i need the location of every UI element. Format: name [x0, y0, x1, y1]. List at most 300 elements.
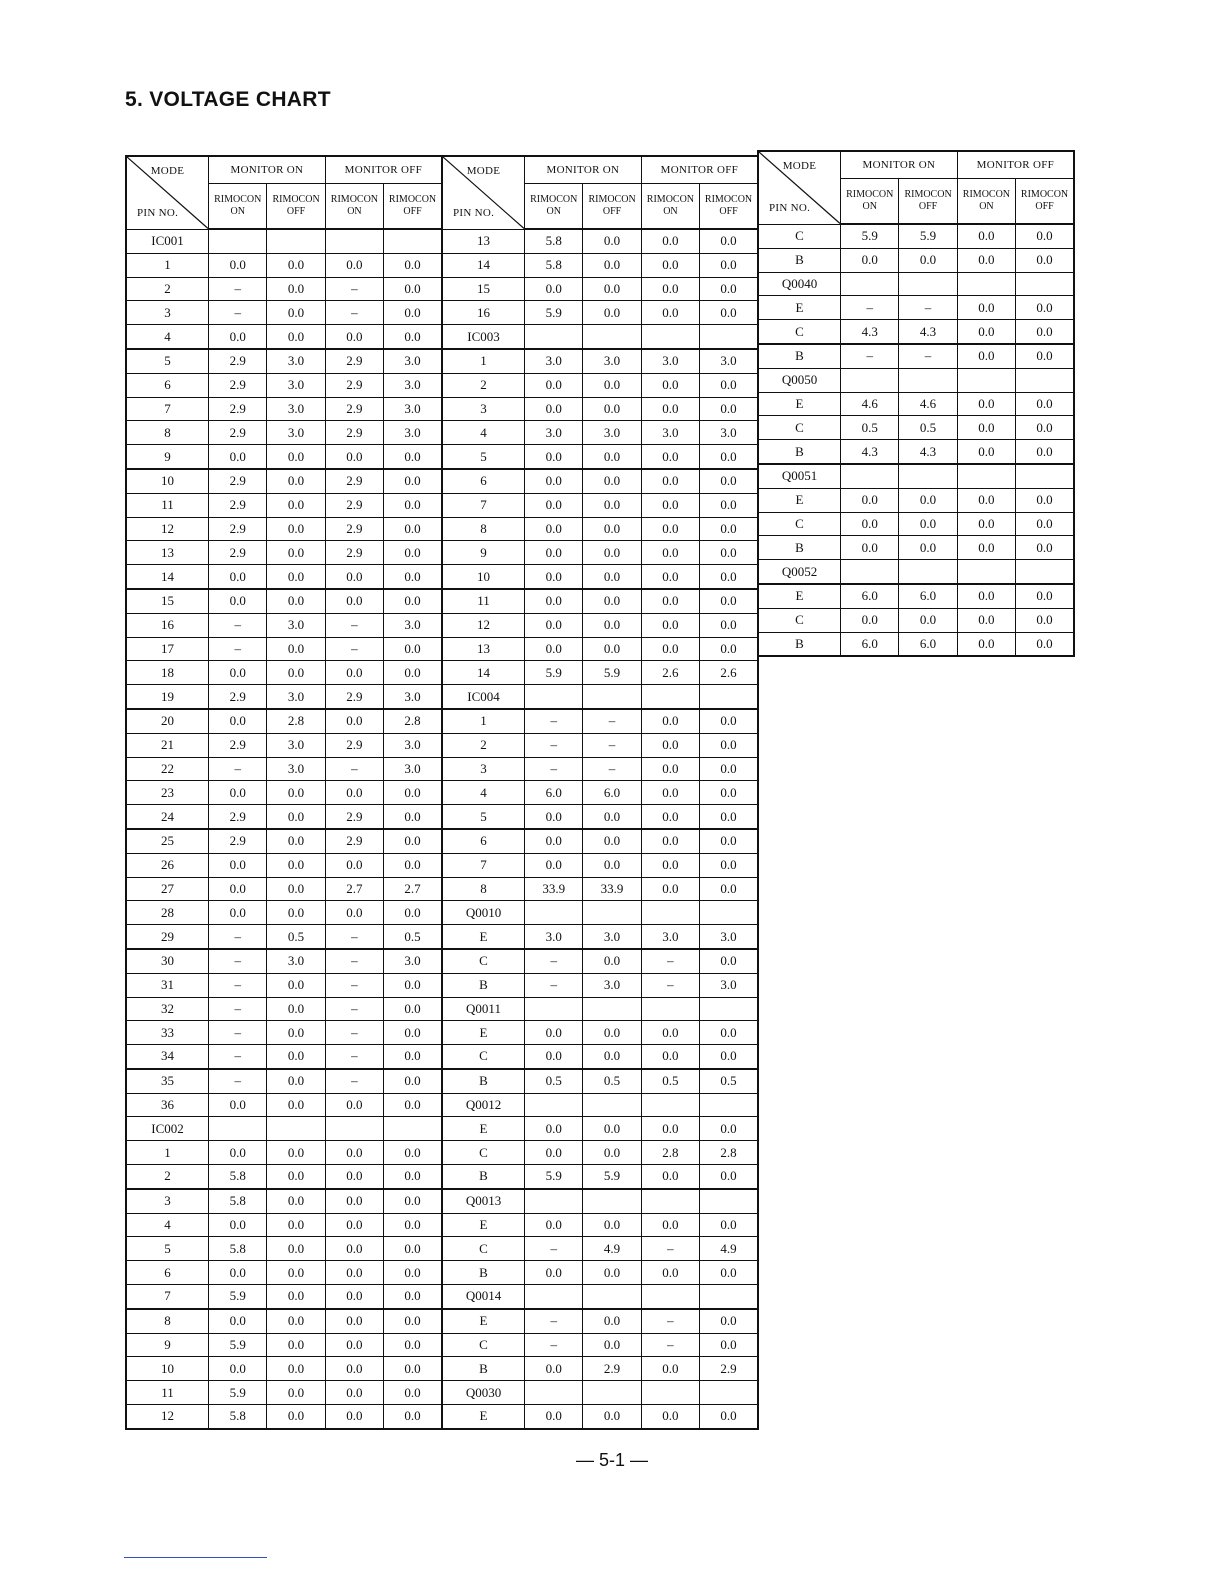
pin-cell: 6	[126, 1261, 209, 1285]
voltage-cell: 0.0	[384, 445, 442, 469]
voltage-cell: 2.9	[325, 469, 383, 493]
voltage-cell: 2.9	[209, 685, 267, 709]
table-row	[442, 517, 758, 541]
voltage-cell: 6.0	[841, 632, 899, 656]
voltage-cell: 3.0	[267, 949, 325, 973]
voltage-cell: 0.0	[384, 1069, 442, 1093]
table-row	[758, 296, 1074, 320]
table-row	[758, 512, 1074, 536]
pin-cell: 4	[126, 1213, 209, 1237]
voltage-cell	[209, 229, 267, 253]
rimocon-on-header	[957, 179, 1015, 225]
voltage-cell: –	[325, 997, 383, 1021]
rimocon-state-label: OFF	[602, 206, 622, 217]
pin-cell: 5	[126, 1237, 209, 1261]
voltage-cell: 0.0	[700, 229, 758, 253]
page-title: 5. VOLTAGE CHART	[125, 88, 331, 111]
voltage-cell: –	[209, 1045, 267, 1069]
pin-cell: IC003	[442, 325, 525, 349]
rimocon-label: RIMOCON	[962, 189, 1011, 200]
voltage-cell: 3.0	[267, 397, 325, 421]
pin-cell: E	[758, 296, 841, 320]
pin-cell: 11	[126, 1381, 209, 1405]
voltage-cell: –	[641, 973, 699, 997]
voltage-cell: 0.0	[957, 632, 1015, 656]
pin-cell: Q0050	[758, 368, 841, 392]
pin-cell: Q0011	[442, 997, 525, 1021]
rimocon-state-label: ON	[979, 201, 994, 212]
voltage-cell	[957, 560, 1015, 584]
voltage-cell: 5.8	[209, 1405, 267, 1429]
pin-cell: 4	[442, 421, 525, 445]
table-row	[758, 272, 1074, 296]
monitor-on-header: MONITOR ON	[525, 156, 642, 184]
table-row	[126, 733, 442, 757]
voltage-cell: 0.5	[841, 416, 899, 440]
voltage-cell: 0.0	[641, 445, 699, 469]
voltage-cell: –	[209, 949, 267, 973]
voltage-cell: 0.0	[641, 493, 699, 517]
voltage-cell: –	[641, 949, 699, 973]
table-row	[442, 709, 758, 733]
voltage-cell: 0.0	[384, 829, 442, 853]
voltage-cell: 3.0	[700, 349, 758, 373]
pin-cell: 17	[126, 637, 209, 661]
table-row	[442, 733, 758, 757]
voltage-cell: 0.0	[267, 1357, 325, 1381]
voltage-cell: 0.0	[957, 584, 1015, 608]
voltage-cell: 0.0	[700, 709, 758, 733]
voltage-cell: 0.0	[267, 781, 325, 805]
voltage-cell: 0.0	[583, 829, 641, 853]
voltage-cell: 4.3	[841, 440, 899, 464]
table-row	[442, 1381, 758, 1405]
table-row	[126, 1093, 442, 1117]
voltage-table-right	[757, 150, 1075, 657]
voltage-cell: –	[325, 301, 383, 325]
voltage-cell: 0.0	[641, 541, 699, 565]
voltage-cell	[525, 1093, 583, 1117]
voltage-cell: 6.0	[899, 584, 957, 608]
voltage-cell: 2.7	[384, 877, 442, 901]
voltage-cell: 0.0	[209, 1093, 267, 1117]
voltage-cell: 0.0	[899, 536, 957, 560]
table-row	[442, 1045, 758, 1069]
voltage-cell: 4.3	[841, 320, 899, 344]
table-row	[442, 1405, 758, 1429]
voltage-cell	[583, 1381, 641, 1405]
voltage-cell	[583, 1189, 641, 1213]
pin-cell: 3	[126, 1189, 209, 1213]
voltage-cell: 3.0	[384, 613, 442, 637]
voltage-cell: 0.0	[384, 277, 442, 301]
mode-pin-header-cell	[126, 156, 209, 229]
voltage-cell: 3.0	[267, 421, 325, 445]
voltage-cell: 3.0	[641, 421, 699, 445]
voltage-cell: 0.0	[583, 1261, 641, 1285]
pin-cell: 8	[126, 1309, 209, 1333]
pin-no-label: PIN NO.	[137, 206, 179, 219]
rimocon-off-header	[583, 184, 641, 230]
voltage-cell: 5.8	[209, 1165, 267, 1189]
voltage-cell	[641, 685, 699, 709]
table-row	[126, 301, 442, 325]
pin-cell: 13	[442, 229, 525, 253]
voltage-cell: 0.0	[267, 565, 325, 589]
rimocon-on-header	[525, 184, 583, 230]
voltage-cell: 0.0	[267, 589, 325, 613]
voltage-cell: 0.0	[583, 565, 641, 589]
voltage-cell: 2.9	[325, 373, 383, 397]
voltage-cell	[1016, 560, 1074, 584]
voltage-cell: 0.0	[583, 589, 641, 613]
voltage-cell: 3.0	[525, 349, 583, 373]
voltage-cell: 5.9	[583, 1165, 641, 1189]
table-row	[758, 440, 1074, 464]
voltage-cell: 0.0	[899, 488, 957, 512]
voltage-cell: 0.0	[525, 805, 583, 829]
voltage-cell: 0.0	[325, 445, 383, 469]
table-row	[442, 1357, 758, 1381]
voltage-cell: 2.9	[209, 733, 267, 757]
voltage-cell	[583, 997, 641, 1021]
voltage-cell: 0.0	[525, 565, 583, 589]
table-row	[442, 901, 758, 925]
table-row	[442, 757, 758, 781]
voltage-cell: 0.0	[325, 565, 383, 589]
pin-no-label: PIN NO.	[769, 201, 811, 214]
voltage-cell: –	[525, 733, 583, 757]
voltage-cell: 0.0	[325, 709, 383, 733]
table-row	[126, 541, 442, 565]
table-row	[126, 925, 442, 949]
voltage-cell: 3.0	[525, 925, 583, 949]
voltage-cell: 0.0	[700, 637, 758, 661]
voltage-cell	[700, 1285, 758, 1309]
voltage-cell: 0.0	[384, 805, 442, 829]
voltage-cell: 0.0	[899, 248, 957, 272]
voltage-cell	[641, 901, 699, 925]
pin-cell: 31	[126, 973, 209, 997]
pin-cell: C	[758, 608, 841, 632]
table-row	[442, 493, 758, 517]
table-row	[442, 1165, 758, 1189]
rimocon-off-header	[1016, 179, 1074, 225]
table-row	[126, 1189, 442, 1213]
pin-cell: 6	[442, 829, 525, 853]
voltage-cell: 0.0	[641, 229, 699, 253]
voltage-cell: 0.0	[700, 397, 758, 421]
pin-cell: IC002	[126, 1117, 209, 1141]
voltage-cell: 0.0	[700, 301, 758, 325]
table-row	[126, 997, 442, 1021]
voltage-cell: 0.0	[700, 829, 758, 853]
voltage-cell: 0.0	[641, 757, 699, 781]
voltage-cell: 0.0	[267, 1165, 325, 1189]
voltage-cell: 0.5	[899, 416, 957, 440]
rimocon-state-label: ON	[347, 206, 362, 217]
voltage-cell: 3.0	[267, 685, 325, 709]
voltage-cell: 0.0	[267, 541, 325, 565]
voltage-cell	[525, 901, 583, 925]
voltage-cell: 0.0	[325, 589, 383, 613]
voltage-cell	[700, 1189, 758, 1213]
voltage-cell: 0.0	[384, 301, 442, 325]
pin-cell: 9	[126, 1333, 209, 1357]
pin-cell: 1	[442, 349, 525, 373]
table-row	[758, 608, 1074, 632]
rimocon-label: RIMOCON	[846, 189, 894, 200]
pin-cell: E	[758, 392, 841, 416]
pin-cell: B	[758, 344, 841, 368]
voltage-cell	[525, 1189, 583, 1213]
table-row	[442, 229, 758, 253]
voltage-cell	[700, 685, 758, 709]
voltage-cell: 2.9	[209, 493, 267, 517]
voltage-cell: 0.0	[583, 1405, 641, 1429]
rimocon-label: RIMOCON	[530, 194, 578, 205]
voltage-cell: –	[525, 757, 583, 781]
voltage-cell	[957, 368, 1015, 392]
voltage-cell: –	[641, 1237, 699, 1261]
voltage-cell	[841, 272, 899, 296]
voltage-cell: 0.0	[583, 517, 641, 541]
voltage-cell: 0.0	[1016, 320, 1074, 344]
voltage-cell: 0.0	[384, 1021, 442, 1045]
voltage-cell: 0.0	[700, 1117, 758, 1141]
voltage-cell: 0.0	[209, 877, 267, 901]
voltage-cell: 0.0	[325, 1165, 383, 1189]
voltage-table-middle	[441, 155, 759, 1430]
voltage-cell: 0.0	[641, 1021, 699, 1045]
voltage-cell: 5.9	[841, 224, 899, 248]
pin-cell: C	[758, 224, 841, 248]
voltage-cell: 0.0	[267, 1261, 325, 1285]
pin-cell: 4	[442, 781, 525, 805]
mode-label: MODE	[150, 165, 185, 177]
voltage-cell	[384, 229, 442, 253]
voltage-cell: –	[899, 296, 957, 320]
voltage-cell: 0.0	[700, 1021, 758, 1045]
voltage-cell: 5.8	[209, 1237, 267, 1261]
mode-pin-header-cell	[758, 151, 841, 224]
pin-cell: 19	[126, 685, 209, 709]
voltage-cell: 0.0	[641, 277, 699, 301]
voltage-cell: 0.0	[583, 1213, 641, 1237]
voltage-cell: 0.0	[525, 637, 583, 661]
voltage-cell: 0.0	[384, 1333, 442, 1357]
voltage-cell: 4.3	[899, 320, 957, 344]
voltage-cell: 0.0	[641, 1165, 699, 1189]
table-row	[442, 1333, 758, 1357]
rimocon-label: RIMOCON	[272, 194, 320, 205]
voltage-cell: 0.0	[384, 1357, 442, 1381]
voltage-cell: –	[525, 1237, 583, 1261]
table-row	[126, 1333, 442, 1357]
voltage-cell: 0.0	[525, 1021, 583, 1045]
voltage-cell	[899, 464, 957, 488]
voltage-cell: 0.0	[267, 1381, 325, 1405]
voltage-cell: 2.9	[209, 517, 267, 541]
voltage-cell: 3.0	[267, 733, 325, 757]
pin-cell: Q0014	[442, 1285, 525, 1309]
table-row	[442, 349, 758, 373]
table-row	[126, 1165, 442, 1189]
voltage-cell: 0.0	[641, 301, 699, 325]
table-row	[126, 517, 442, 541]
voltage-cell: 0.0	[525, 277, 583, 301]
voltage-cell: 0.0	[325, 253, 383, 277]
voltage-cell	[700, 1093, 758, 1117]
voltage-cell: 0.0	[583, 469, 641, 493]
voltage-cell	[583, 901, 641, 925]
voltage-cell: 3.0	[267, 373, 325, 397]
pin-cell: 1	[126, 1141, 209, 1165]
voltage-cell: –	[641, 1333, 699, 1357]
pin-cell: B	[758, 536, 841, 560]
voltage-cell: 0.0	[700, 805, 758, 829]
rimocon-state-label: ON	[230, 206, 245, 217]
pin-cell: 7	[126, 1285, 209, 1309]
voltage-cell: 0.0	[583, 1333, 641, 1357]
voltage-cell: 2.9	[209, 829, 267, 853]
voltage-cell: –	[209, 973, 267, 997]
voltage-cell: 0.0	[209, 253, 267, 277]
voltage-cell: 0.0	[325, 661, 383, 685]
pin-cell: 34	[126, 1045, 209, 1069]
voltage-cell: 0.0	[641, 637, 699, 661]
voltage-cell: 0.5	[525, 1069, 583, 1093]
voltage-cell: 0.0	[700, 1045, 758, 1069]
pin-cell: E	[758, 584, 841, 608]
table-row	[442, 469, 758, 493]
pin-cell: 14	[442, 253, 525, 277]
pin-cell: 16	[442, 301, 525, 325]
voltage-cell: –	[209, 1069, 267, 1093]
voltage-cell: 0.0	[583, 1309, 641, 1333]
voltage-cell: 0.0	[325, 901, 383, 925]
voltage-cell	[957, 464, 1015, 488]
voltage-cell: 3.0	[641, 925, 699, 949]
voltage-cell: 0.0	[267, 469, 325, 493]
voltage-cell: 2.6	[641, 661, 699, 685]
voltage-cell: 0.0	[1016, 344, 1074, 368]
voltage-cell: 0.0	[325, 1213, 383, 1237]
table-row	[126, 901, 442, 925]
voltage-cell: 2.7	[325, 877, 383, 901]
voltage-cell: 0.0	[525, 1405, 583, 1429]
voltage-cell	[641, 997, 699, 1021]
pin-cell: 3	[442, 757, 525, 781]
voltage-cell: 0.0	[1016, 632, 1074, 656]
voltage-cell: 0.0	[384, 589, 442, 613]
voltage-cell: 0.0	[209, 445, 267, 469]
voltage-cell: 6.0	[841, 584, 899, 608]
pin-cell: 14	[442, 661, 525, 685]
voltage-cell: 0.0	[1016, 224, 1074, 248]
rimocon-label: RIMOCON	[646, 194, 695, 205]
voltage-cell: 0.0	[384, 517, 442, 541]
pin-cell: 3	[126, 301, 209, 325]
voltage-cell: 0.0	[209, 853, 267, 877]
table-row	[442, 325, 758, 349]
voltage-cell: 5.9	[525, 301, 583, 325]
voltage-cell	[641, 1189, 699, 1213]
table-row	[442, 1021, 758, 1045]
voltage-cell	[641, 1285, 699, 1309]
pin-cell: Q0051	[758, 464, 841, 488]
pin-cell: 15	[126, 589, 209, 613]
mode-label: MODE	[466, 165, 501, 177]
pin-cell: C	[758, 320, 841, 344]
voltage-cell: 3.0	[700, 925, 758, 949]
rimocon-state-label: ON	[862, 201, 877, 212]
rimocon-label: RIMOCON	[588, 194, 636, 205]
pin-cell: 35	[126, 1069, 209, 1093]
table-row	[758, 248, 1074, 272]
pin-cell: 8	[442, 877, 525, 901]
voltage-cell: 0.0	[700, 1405, 758, 1429]
pin-cell: 22	[126, 757, 209, 781]
table-row	[442, 1117, 758, 1141]
rimocon-off-header	[899, 179, 957, 225]
voltage-cell: –	[325, 613, 383, 637]
pin-cell: 2	[442, 373, 525, 397]
pin-cell: 5	[126, 349, 209, 373]
table-row	[126, 445, 442, 469]
voltage-cell: 0.0	[1016, 536, 1074, 560]
voltage-cell: 0.0	[384, 661, 442, 685]
voltage-cell: 0.0	[700, 517, 758, 541]
voltage-cell	[700, 901, 758, 925]
voltage-cell	[209, 1117, 267, 1141]
voltage-cell: 0.0	[267, 805, 325, 829]
pin-cell: 7	[442, 493, 525, 517]
table-row	[442, 445, 758, 469]
voltage-cell: 0.0	[384, 1285, 442, 1309]
table-row	[126, 277, 442, 301]
voltage-cell	[841, 464, 899, 488]
table-row	[126, 1117, 442, 1141]
voltage-cell: 0.0	[267, 325, 325, 349]
table-row	[442, 877, 758, 901]
voltage-cell: 0.0	[267, 1405, 325, 1429]
voltage-cell: 0.0	[700, 1309, 758, 1333]
voltage-cell: 0.0	[325, 781, 383, 805]
table-row	[126, 781, 442, 805]
voltage-cell: 0.0	[267, 1213, 325, 1237]
voltage-cell: 0.0	[957, 248, 1015, 272]
voltage-cell: 0.0	[583, 397, 641, 421]
table-row	[442, 373, 758, 397]
voltage-cell: 0.0	[209, 661, 267, 685]
voltage-cell: 0.0	[525, 1045, 583, 1069]
pin-cell: 23	[126, 781, 209, 805]
voltage-cell: 3.0	[267, 349, 325, 373]
voltage-cell: –	[209, 997, 267, 1021]
voltage-cell: 0.0	[841, 248, 899, 272]
voltage-cell: 0.0	[641, 1405, 699, 1429]
voltage-cell	[641, 325, 699, 349]
voltage-cell: 0.0	[267, 637, 325, 661]
pin-cell: B	[758, 440, 841, 464]
pin-cell: B	[442, 1357, 525, 1381]
pin-cell: 10	[126, 469, 209, 493]
rimocon-off-header	[700, 184, 758, 230]
mode-pin-header-cell	[442, 156, 525, 229]
voltage-cell: 0.0	[583, 541, 641, 565]
voltage-cell: 0.0	[525, 829, 583, 853]
